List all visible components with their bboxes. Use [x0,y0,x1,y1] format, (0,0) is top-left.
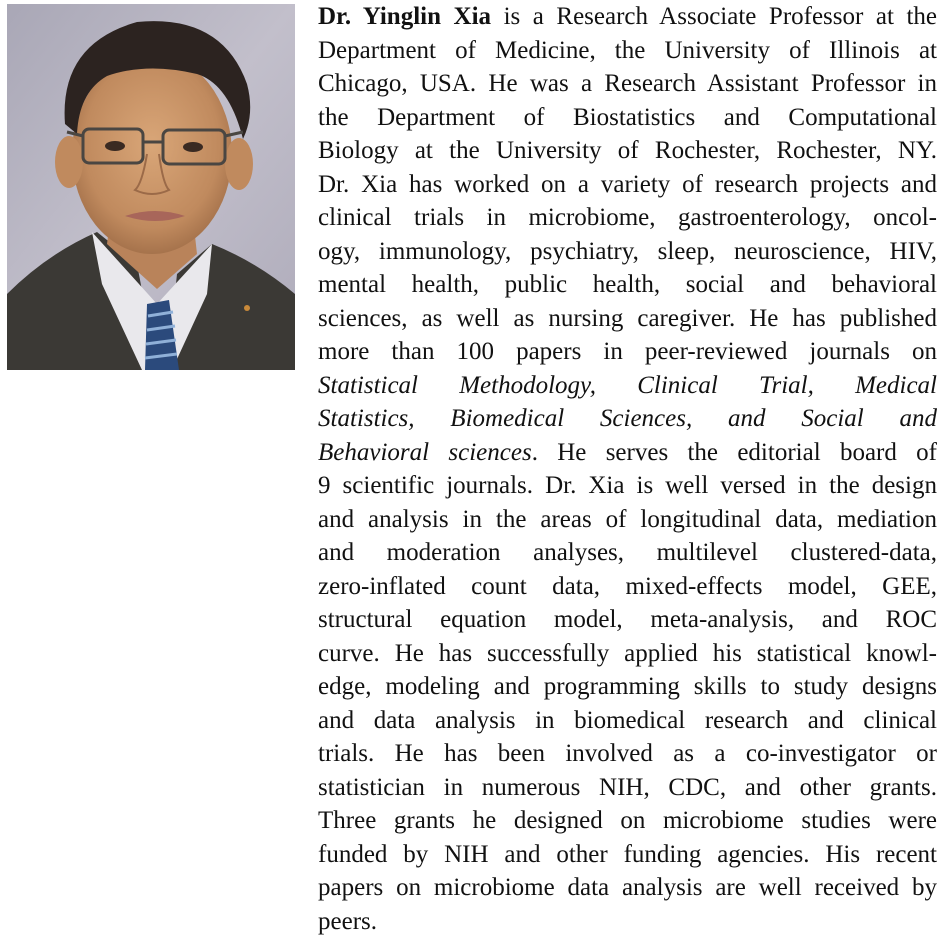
bio-line-text [318,804,937,838]
bio-text: and moderation analyses, multilevel clustered-data, [318,539,937,566]
bio-line [318,201,937,235]
bio-line-text [318,737,937,771]
bio-text: curve. He has successfully applied his statistical knowl- [318,639,937,667]
bio-line-text [318,436,937,470]
author-name: Dr. Yinglin Xia [318,3,492,30]
bio-line-text [318,637,937,671]
author-portrait-photo [7,4,295,370]
bio-line-text [318,302,937,336]
lapel-pin [244,305,250,311]
bio-text: Dr. Xia has worked on a variety of research projects and [318,170,937,198]
bio-line [318,570,937,604]
bio-line-text [318,704,937,738]
bio-line-text [318,235,937,269]
eye-left [105,141,125,151]
italic-text: Behavioral sciences [318,438,532,466]
portrait-illustration [7,4,295,370]
bio-text: funded by NIH and other funding agencies. His recent [318,840,937,868]
bio-line [318,771,937,805]
bio-text: sciences, as well as nursing caregiver. He has published [318,304,937,332]
italic-text: Statistical Methodology, Clinical Trial, Medical [318,371,937,399]
bio-line-text [318,34,937,68]
bio-line [318,0,937,34]
ear-left [55,136,83,188]
bio-line-text [318,268,937,302]
bio-line [318,34,937,68]
bio-line-text [318,335,937,369]
bio-text: Chicago, USA. He was a Research Assistant Professor in [318,70,937,97]
bio-text: statistician in numerous NIH, CDC, and other grants. [318,773,937,801]
bio-line [318,268,937,302]
ear-right [225,138,253,190]
bio-line-text [318,503,937,537]
bio-line [318,838,937,872]
bio-line-text [318,101,937,135]
bio-text: mental health, public health, social and behavioral [318,271,937,298]
bio-text: peers. [318,907,377,935]
bio-line [318,335,937,369]
bio-line-text [318,469,937,503]
bio-line-text [318,838,937,872]
bio-line-text [318,603,937,637]
bio-line [318,637,937,671]
bio-line-text [318,536,937,570]
bio-text: trials. He has been involved as a co-investigator or [318,740,937,767]
bio-line [318,369,937,403]
bio-line-text [318,369,937,403]
bio-line [318,737,937,771]
bio-line-text [318,905,937,939]
bio-line-text [318,67,937,101]
bio-line [318,503,937,537]
bio-line [318,302,937,336]
bio-line [318,134,937,168]
bio-text: clinical trials in microbiome, gastroenterology, oncol- [318,204,937,231]
bio-line [318,905,937,939]
bio-text: . He serves the editorial board of [531,438,937,466]
bio-text: structural equation model, meta-analysis, and ROC [318,606,937,633]
bio-line [318,402,937,436]
bio-text: edge, modeling and programming skills to study designs [318,673,937,700]
eye-right [183,142,203,152]
italic-text: Statistics, Biomedical Sciences, and Social and [318,405,937,432]
bio-text: is a Research Associate Professor at the [491,3,937,30]
bio-line-text [318,871,937,905]
bio-line [318,536,937,570]
bio-line [318,469,937,503]
bio-text: papers on microbiome data analysis are well received by [318,874,937,901]
bio-line [318,235,937,269]
bio-text: Three grants he designed on microbiome studies were [318,807,937,834]
bio-line [318,804,937,838]
bio-line-text [318,570,937,604]
bio-line-text [318,402,937,436]
bio-line-text [318,670,937,704]
bio-line-text [318,168,937,202]
bio-line [318,101,937,135]
bio-text: and analysis in the areas of longitudinal data, mediation [318,505,937,533]
bio-line [318,603,937,637]
bio-text: more than 100 papers in peer-reviewed journals on [318,338,937,365]
bio-line-text [318,771,937,805]
author-biography [318,0,937,938]
bio-text: the Department of Biostatistics and Computational [318,103,937,131]
bio-line [318,704,937,738]
bio-line [318,436,937,470]
bio-line-text [318,201,937,235]
bio-text: zero-inflated count data, mixed-effects model, GEE, [318,572,937,600]
bio-line-text [318,0,937,34]
bio-line-text [318,134,937,168]
bio-text: Biology at the University of Rochester, Rochester, NY. [318,137,937,164]
bio-line [318,871,937,905]
bio-line [318,670,937,704]
bio-text: Department of Medicine, the University of Illinois at [318,36,937,64]
bio-text: ogy, immunology, psychiatry, sleep, neuroscience, HIV, [318,237,937,265]
bio-text: 9 scientific journals. Dr. Xia is well versed in the design [318,472,937,499]
bio-line [318,67,937,101]
bio-line [318,168,937,202]
bio-text: and data analysis in biomedical research and clinical [318,706,937,734]
